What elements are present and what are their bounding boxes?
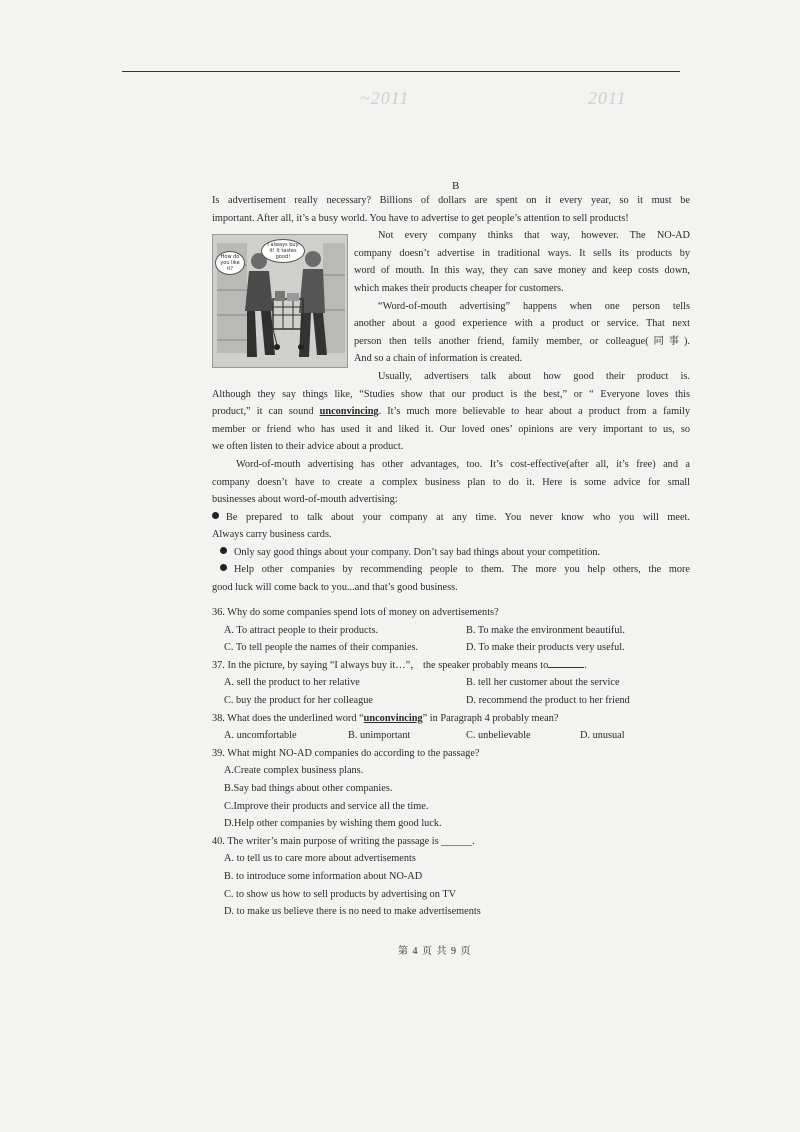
- para5-line: businesses about word-of-mouth advertising:: [212, 494, 398, 506]
- questions: [212, 604, 692, 921]
- q38-option-b: B. unimportant: [348, 730, 411, 742]
- passage: [212, 192, 690, 597]
- top-rule: [122, 71, 680, 72]
- q36-option-b: B. To make the environment beautiful.: [466, 624, 625, 636]
- para3-line: person then tells another friend, family member, or colleague(同事).: [354, 335, 690, 347]
- para2-line: word of mouth. In this way, they can save money and keep costs down,: [354, 265, 690, 277]
- list-item: [212, 509, 690, 527]
- q36-option-d: D. To make their products very useful.: [466, 642, 625, 654]
- para2-line: which makes their products cheaper for customers.: [354, 282, 564, 294]
- page-footer: 第 4 页 共 9 页: [398, 946, 472, 957]
- speech-bubble-right: I always buy it! It tastes good!: [261, 239, 305, 263]
- para5-line: company doesn’t have to create a complex business plan to do it. Here is some advice for small: [212, 476, 690, 488]
- bullet-text: Be prepared to talk about your company at any time. You never know who you will meet.: [226, 511, 690, 523]
- q37-option-b: B. tell her customer about the service: [466, 677, 620, 689]
- section-letter: B: [452, 180, 460, 192]
- bullet-icon: [220, 564, 227, 571]
- q36-option-c: C. To tell people the names of their companies.: [224, 642, 419, 654]
- list-item: [212, 544, 690, 562]
- q39-option-c: C.Improve their products and service all the time.: [224, 800, 429, 812]
- para3-line: And so a chain of information is created.: [354, 353, 523, 365]
- paragraph-5: [212, 456, 690, 509]
- q40-stem: 40. The writer’s main purpose of writing the passage is ______.: [212, 835, 475, 847]
- q40-option-c: C. to show us how to sell products by advertising on TV: [224, 888, 457, 900]
- paragraph-2: [354, 227, 690, 297]
- watermark-right: 2011: [588, 88, 627, 108]
- q37-options-row-2: [212, 692, 692, 710]
- para4-line: [212, 403, 690, 421]
- q37-stem: 37. In the picture, by saying “I always buy it…”， the speaker probably means to .: [212, 659, 587, 671]
- bullet-icon: [220, 547, 227, 554]
- para4-text: product,” it can sound: [212, 406, 320, 418]
- speech-bubble-left: How do you like it?: [215, 251, 245, 275]
- q36-options-row-2: [212, 639, 692, 657]
- watermark-left: ~2011: [360, 88, 410, 108]
- paragraph-4: [212, 368, 690, 456]
- q40-option-b: B. to introduce some information about NO-AD: [224, 870, 423, 882]
- q36-stem: 36. Why do some companies spend lots of money on advertisements?: [212, 607, 499, 618]
- intro-line-1: Is advertisement really necessary? Billions of dollars are spent on it every year, so it must be: [212, 195, 690, 206]
- underlined-word: unconvincing: [319, 406, 379, 418]
- q39-option-d: D.Help other companies by wishing them good luck.: [224, 818, 442, 830]
- para3-line: another about a good experience with a product or service. That next: [354, 318, 690, 330]
- q39-stem: 39. What might NO-AD companies do according to the passage?: [212, 747, 480, 759]
- q38-stem-text: ” in Paragraph 4 probably mean?: [422, 712, 559, 724]
- q37-option-d: D. recommend the product to her friend: [466, 694, 630, 706]
- bullet-text: Only say good things about your company. Don’t say bad things about your competition.: [234, 546, 601, 558]
- q38-option-a: A. uncomfortable: [224, 730, 297, 742]
- q36-options-row-1: [212, 622, 692, 640]
- intro-line-2: important. After all, it’s a busy world. You have to advertise to get people’s attention to sell products!: [212, 212, 629, 224]
- para3-line: “Word-of-mouth advertising” happens when one person tells: [378, 300, 690, 312]
- para4-line: Usually, advertisers talk about how good their product is.: [378, 370, 690, 382]
- para4-text: . It’s much more believable to hear about a product from a family: [378, 406, 690, 418]
- q38-underlined-word: unconvincing: [363, 712, 423, 724]
- list-item-continued: Always carry business cards.: [212, 529, 332, 541]
- para2-line: company doesn’t advertise in traditional ways. It sells its products by: [354, 247, 690, 259]
- bullet-icon: [212, 512, 219, 519]
- q36-option-a: A. To attract people to their products.: [224, 624, 379, 636]
- para4-line: we often listen to their advice about a product.: [212, 441, 404, 453]
- q38-option-d: D. unusual: [580, 730, 625, 742]
- q39-option-a: A.Create complex business plans.: [224, 765, 364, 777]
- para2-line: Not every company thinks that way, however. The NO-AD: [378, 230, 690, 242]
- bullet-text: Help other companies by recommending people to them. The more you help others, the more: [234, 564, 690, 576]
- answer-blank: [548, 658, 584, 668]
- q37-options-row-1: [212, 674, 692, 692]
- list-item: [212, 561, 690, 579]
- para5-line: Word-of-mouth advertising has other advantages, too. It’s cost-effective(after all, it’s free) and a: [236, 458, 690, 470]
- para4-line: Although they say things like, “Studies show that our product is the best,” or “ Everyone loves this: [212, 388, 690, 400]
- paragraph-3: [354, 298, 690, 368]
- para4-line: member or friend who has used it and liked it. Our loved ones’ opinions are very important to us, so: [212, 423, 690, 435]
- q37-option-c: C. buy the product for her colleague: [224, 694, 373, 706]
- q38-option-c: C. unbelievable: [466, 730, 531, 742]
- q40-option-d: D. to make us believe there is no need to make advertisements: [224, 906, 481, 918]
- list-item-continued: good luck will come back to you...and that’s good business.: [212, 582, 458, 594]
- q39-option-b: B.Say bad things about other companies.: [224, 782, 393, 794]
- q37-option-a: A. sell the product to her relative: [224, 677, 360, 689]
- advice-list: [212, 509, 690, 597]
- q38-stem-text: 38. What does the underlined word “: [212, 712, 364, 724]
- q37-stem-text: 37. In the picture, by saying “I always buy it…”， the speaker probably means to: [212, 659, 549, 671]
- q38-options-row: [212, 727, 692, 745]
- q38-stem: [212, 710, 692, 728]
- q40-option-a: A. to tell us to care more about advertisements: [224, 853, 416, 865]
